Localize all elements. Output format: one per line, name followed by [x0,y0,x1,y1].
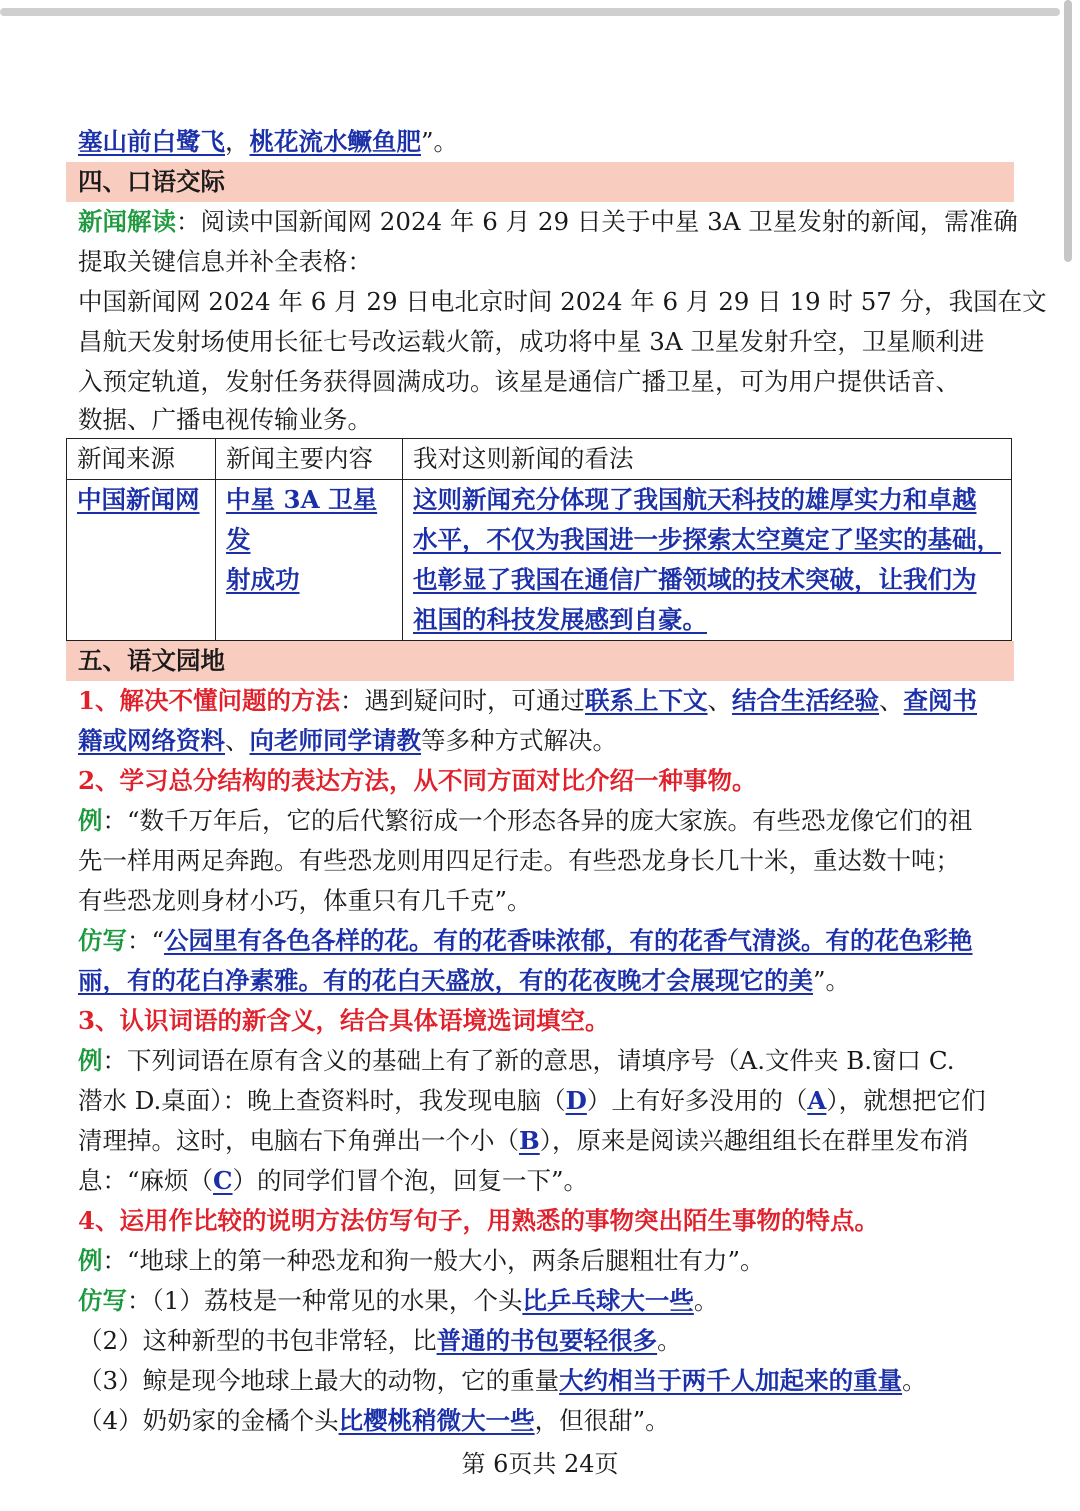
item4-imitation-1: 仿写：（1）荔枝是一种常见的水果，个头比乒乓球大一些。 [78,1286,719,1315]
item2-example-line: 先一样用两足奔跑。有些恐龙则用四足行走。有些恐龙身长几十米，重达数十吨； [78,846,960,875]
item2-imitation-line-2: 丽，有的花白净素雅。有的花白天盛放，有的花夜晚才会展现它的美”。 [78,966,851,995]
answer-blank: A [807,1086,827,1115]
item2-example-line: 有些恐龙则身材小巧，体重只有几千克”。 [78,886,532,915]
poem-answer-1: 塞山前白鹭飞 [78,127,225,156]
item4-imitation-3: （3）鲸是现今地球上最大的动物，它的重量大约相当于两千人加起来的重量。 [78,1366,927,1395]
table-header-row [67,439,1012,480]
news-table [66,438,1012,641]
header-content: 新闻主要内容 [216,439,403,480]
cell-opinion: 这则新闻充分体现了我国航天科技的雄厚实力和卓越 水平，不仅为我国进一步探索太空奠定了坚实的基础， 也彰显了我国在通信广播领域的技术突破，让我们为 祖国的科技发展感到自豪。 [403,480,1012,641]
top-scroll-track [0,0,1080,18]
item2-example-line: 例：“数千万年后，它的后代繁衍成一个形态各异的庞大家族。有些恐龙像它们的祖 [78,806,973,835]
header-opinion: 我对这则新闻的看法 [403,439,1012,480]
news-para-line: 昌航天发射场使用长征七号改运载火箭，成功将中星 3A 卫星发射升空，卫星顺利进 [78,327,985,356]
item4-imitation-4: （4）奶奶家的金橘个头比樱桃稍微大一些，但很甜”。 [78,1406,670,1435]
vertical-scrollbar-thumb[interactable] [1064,0,1072,262]
item3-line-2: 潜水 D.桌面）：晚上查资料时，我发现电脑（D）上有好多没用的（A），就想把它们 [78,1086,986,1115]
section-4-heading: 四、口语交际 [66,162,1014,202]
news-para-line: 入预定轨道，发射任务获得圆满成功。该星是通信广播卫星，可为用户提供话音、 [78,367,960,396]
item3-line-4: 息：“麻烦（C）的同学们冒个泡，回复一下”。 [78,1166,589,1195]
item1-line-1: 1、解决不懂问题的方法：遇到疑问时，可通过联系上下文、结合生活经验、查阅书 [78,686,978,715]
item4-example: 例：“地球上的第一种恐龙和狗一般大小，两条后腿粗壮有力”。 [78,1246,765,1275]
news-intro-line-1: 新闻解读：阅读中国新闻网 2024 年 6 月 29 日关于中星 3A 卫星发射的新闻，需准确 [78,207,1018,236]
news-para-line: 中国新闻网 2024 年 6 月 29 日电北京时间 2024 年 6 月 29 日 19 时 57 分，我国在文 [78,287,1047,316]
news-intro-line-2: 提取关键信息并补全表格： [78,247,372,276]
section-5-heading: 五、语文园地 [66,641,1014,681]
answer-blank: D [565,1086,587,1115]
poem-line: 塞山前白鹭飞，桃花流水鳜鱼肥”。 [78,127,459,156]
answer-blank: C [213,1166,233,1195]
item1-line-2: 籍或网络资料、向老师同学请教等多种方式解决。 [78,726,617,755]
item3-line-3: 清理掉。这时，电脑右下角弹出一个小（B），原来是阅读兴趣组组长在群里发布消 [78,1126,969,1155]
item2-heading: 2、学习总分结构的表达方法，从不同方面对比介绍一种事物。 [78,766,757,795]
header-source: 新闻来源 [67,439,216,480]
news-para-line: 数据、广播电视传输业务。 [78,405,372,434]
item2-imitation-line-1: 仿写：“公园里有各色各样的花。有的花香味浓郁，有的花香气清淡。有的花色彩艳 [78,926,973,955]
item4-imitation-2: （2）这种新型的书包非常轻，比普通的书包要轻很多。 [78,1326,682,1355]
news-label: 新闻解读 [78,207,176,236]
table-row [67,480,1012,641]
item3-line-1: 例：下列词语在原有含义的基础上有了新的意思，请填序号（A.文件夹 B.窗口 C. [78,1046,955,1075]
poem-answer-2: 桃花流水鳜鱼肥 [249,127,421,156]
cell-content: 中星 3A 卫星发 射成功 [216,480,403,641]
answer-blank: B [519,1126,540,1155]
cell-source: 中国新闻网 [67,480,216,641]
item4-heading: 4、运用作比较的说明方法仿写句子，用熟悉的事物突出陌生事物的特点。 [78,1206,880,1235]
top-scroll-bar [0,8,1060,16]
page-content [77,122,1047,1441]
item3-heading: 3、认识词语的新含义，结合具体语境选词填空。 [78,1006,610,1035]
page-number: 第 6页共 24页 [461,1450,619,1478]
